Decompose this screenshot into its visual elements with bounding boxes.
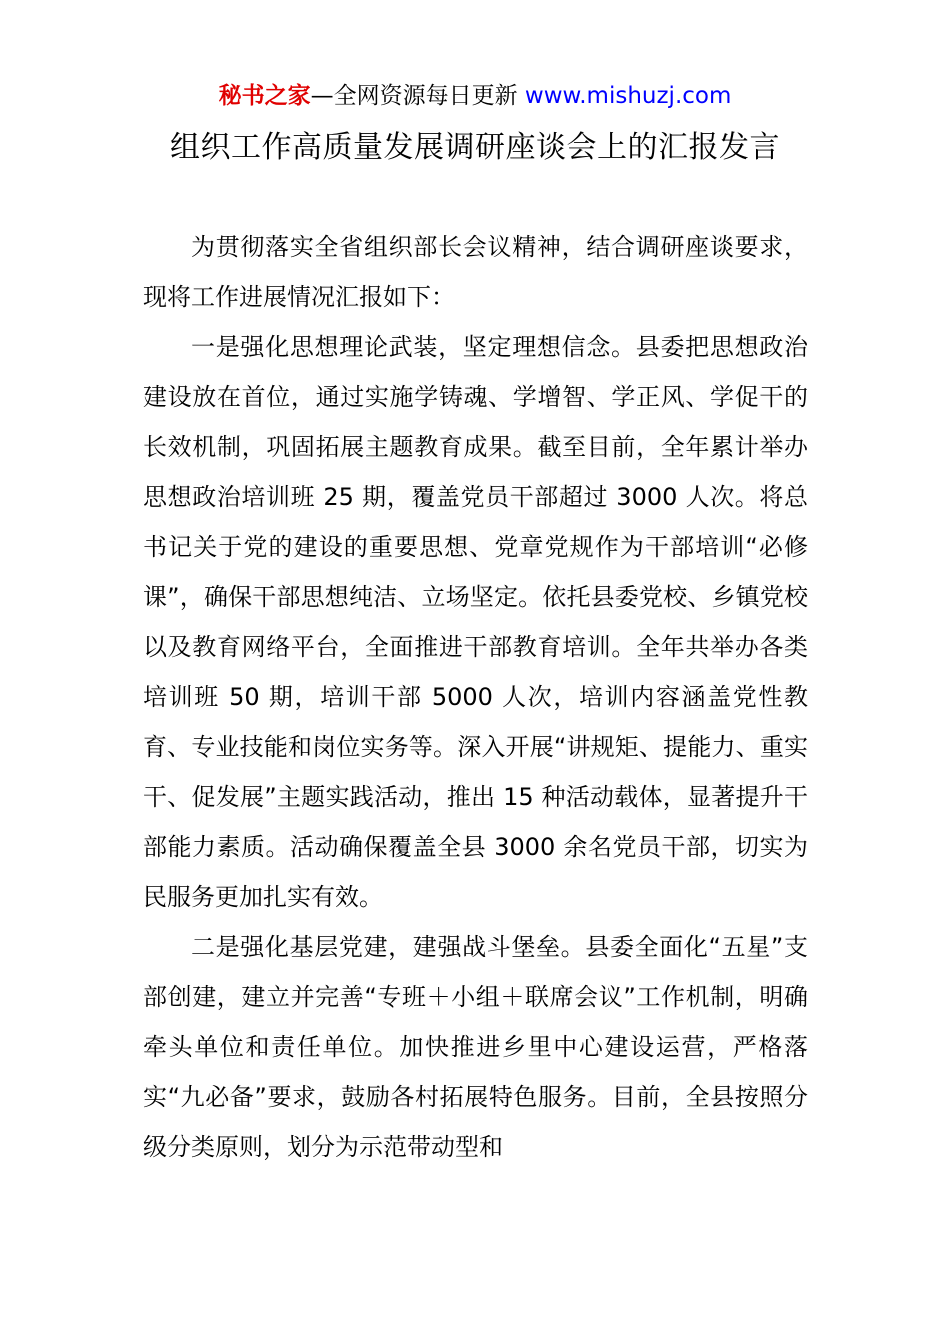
paragraph-section-2: 二是强化基层党建，建强战斗堡垒。县委全面化“五星”支部创建，建立并完善“专班＋小组＋联席会议”工作机制，明确牵头单位和责任单位。加快推进乡里中心建设运营，严格落实“九必备”要求，鼓励各村拓展特色服务。目前，全县按照分级分类原则，划分为示范带动型和	[143, 933, 808, 1161]
brand-name: 秘书之家	[218, 83, 311, 109]
document-title: 组织工作高质量发展调研座谈会上的汇报发言	[170, 130, 780, 165]
intro-paragraph: 为贯彻落实全省组织部长会议精神，结合调研座谈要求，现将工作进展情况汇报如下：	[143, 233, 808, 311]
document-body	[143, 222, 808, 1172]
header-tagline: —全网资源每日更新	[310, 83, 525, 109]
paragraph-section-1: 一是强化思想理论武装，坚定理想信念。县委把思想政治建设放在首位，通过实施学铸魂、学增智、学正风、学促干的长效机制，巩固拓展主题教育成果。截至目前，全年累计举办思想政治培训班 25 期，覆盖党员干部超过 3000 人次。将总书记关于党的建设的重要思想、党章党规作为干部培训“必修课”，确保干部思想纯洁、立场坚定。依托县委党校、乡镇党校以及教育网络平台，全面推进干部教育培训。全年共举办各类培训班 50 期，培训干部 5000 人次，培训内容涵盖党性教育、专业技能和岗位实务等。深入开展“讲规矩、提能力、重实干、促发展”主题实践活动，推出 15 种活动载体，显著提升干部能力素质。活动确保覆盖全县 3000 余名党员干部，切实为民服务更加扎实有效。	[143, 333, 808, 911]
site-header	[0, 80, 950, 112]
site-url-link[interactable]: www.mishuzj.com	[524, 83, 732, 109]
